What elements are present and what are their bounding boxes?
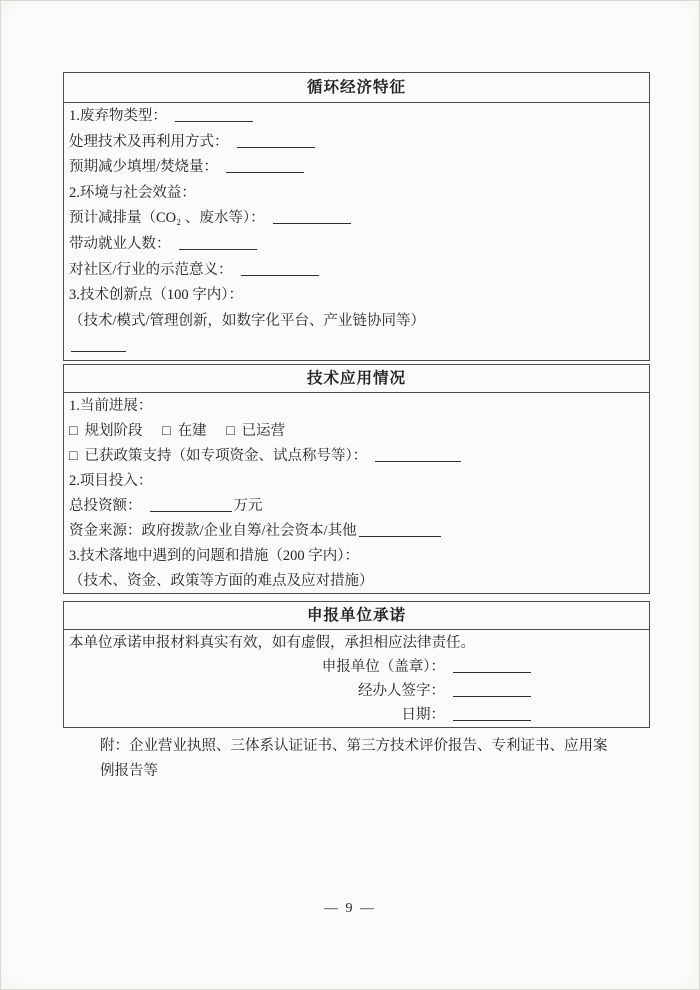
section-body <box>64 103 649 360</box>
page-number: — 9 — <box>324 901 376 916</box>
section-circular-economy <box>63 72 650 361</box>
form-line-innovation <box>69 283 641 309</box>
form-line-project-investment <box>69 469 641 494</box>
section-body <box>64 393 649 594</box>
section-title: 技术应用情况 <box>64 365 649 393</box>
field-label: 2.环境与社会效益： <box>69 184 196 201</box>
sign-line-handler-signature <box>69 679 641 703</box>
section-tech-application <box>63 364 650 594</box>
option-label: 已获政策支持（如专项资金、试点称号等）： <box>84 448 368 464</box>
form-line-waste-type <box>69 104 641 130</box>
unit-label: 万元 <box>233 498 263 514</box>
form-line-treatment-tech <box>69 130 641 156</box>
field-label: 2.项目投入： <box>69 473 153 489</box>
option-label: 在建 <box>177 423 207 439</box>
progress-options-row <box>69 419 641 444</box>
field-label: （技术、资金、政策等方面的难点及应对措施） <box>69 573 374 589</box>
option-in-operation <box>226 423 285 439</box>
commitment-statement: 本单位承诺申报材料真实有效，如有虚假，承担相应法律责任。 <box>69 635 475 651</box>
form-line-env-social-benefit <box>69 181 641 207</box>
form-line-current-progress <box>69 394 641 419</box>
field-label: 对社区/行业的示范意义： <box>69 261 233 278</box>
field-label: 3.技术创新点（100 字内）： <box>69 287 243 304</box>
blank-field <box>71 337 126 352</box>
checkbox-icon: □ <box>226 424 235 439</box>
form-line-funding-source <box>69 519 641 544</box>
blank-field <box>175 107 253 122</box>
field-label: 资金来源：政府拨款/企业自筹/社会资本/其他 <box>69 523 357 539</box>
form-line-community-demo <box>69 258 641 284</box>
field-label: （技术/模式/管理创新，如数字化平台、产业链协同等） <box>69 312 426 329</box>
attachment-note-line: 例报告等 <box>100 763 158 779</box>
blank-field <box>273 209 351 224</box>
field-label: 总投资额： <box>69 498 142 514</box>
blank-field <box>241 261 319 276</box>
form-line-emission-reduction <box>69 206 641 232</box>
blank-field <box>453 682 531 697</box>
blank-field <box>359 522 441 537</box>
blank-field <box>453 658 531 673</box>
field-label: 3.技术落地中遇到的问题和措施（200 字内）： <box>69 548 359 564</box>
form-line-issues-hint <box>69 569 641 594</box>
option-label: 已运营 <box>241 423 286 439</box>
form-line-innovation-hint <box>69 309 641 335</box>
section-body <box>64 630 649 727</box>
blank-field <box>226 158 304 173</box>
sign-line-unit-seal <box>69 655 641 679</box>
form-line-total-investment <box>69 494 641 519</box>
blank-field <box>150 497 232 512</box>
form-line-issues <box>69 544 641 569</box>
section-title: 申报单位承诺 <box>64 602 649 630</box>
form-line-innovation-blank <box>69 334 641 360</box>
blank-field <box>237 133 315 148</box>
field-label: 经办人签字： <box>358 683 445 699</box>
form-line-employment <box>69 232 641 258</box>
option-planning-stage <box>69 423 142 439</box>
attachment-note-line: 附：企业营业执照、三体系认证证书、第三方技术评价报告、专利证书、应用案 <box>100 738 608 754</box>
blank-field <box>179 235 257 250</box>
section-declaration-commitment <box>63 601 650 728</box>
field-label: 预期减少填埋/焚烧量： <box>69 159 219 176</box>
sign-line-date <box>69 703 641 727</box>
checkbox-icon: □ <box>162 424 171 439</box>
option-label: 规划阶段 <box>84 423 143 439</box>
blank-field <box>453 706 531 721</box>
field-label: 1.当前进展： <box>69 398 153 414</box>
blank-field <box>375 447 461 462</box>
checkbox-icon: □ <box>69 449 78 464</box>
field-label: 日期： <box>401 707 445 723</box>
field-label: 申报单位（盖章）： <box>321 659 445 675</box>
attachment-note <box>100 734 620 784</box>
section-title: 循环经济特征 <box>64 73 649 103</box>
field-label: 预计减排量（CO₂ 、废水等）： <box>69 210 265 227</box>
checkbox-icon: □ <box>69 424 78 439</box>
field-label: 1.废弃物类型： <box>69 108 167 124</box>
option-policy-support <box>69 444 641 469</box>
field-label: 带动就业人数： <box>69 235 171 252</box>
option-under-construction <box>162 423 206 439</box>
form-line-landfill-reduction <box>69 155 641 181</box>
field-label: 处理技术及再利用方式： <box>69 133 229 150</box>
